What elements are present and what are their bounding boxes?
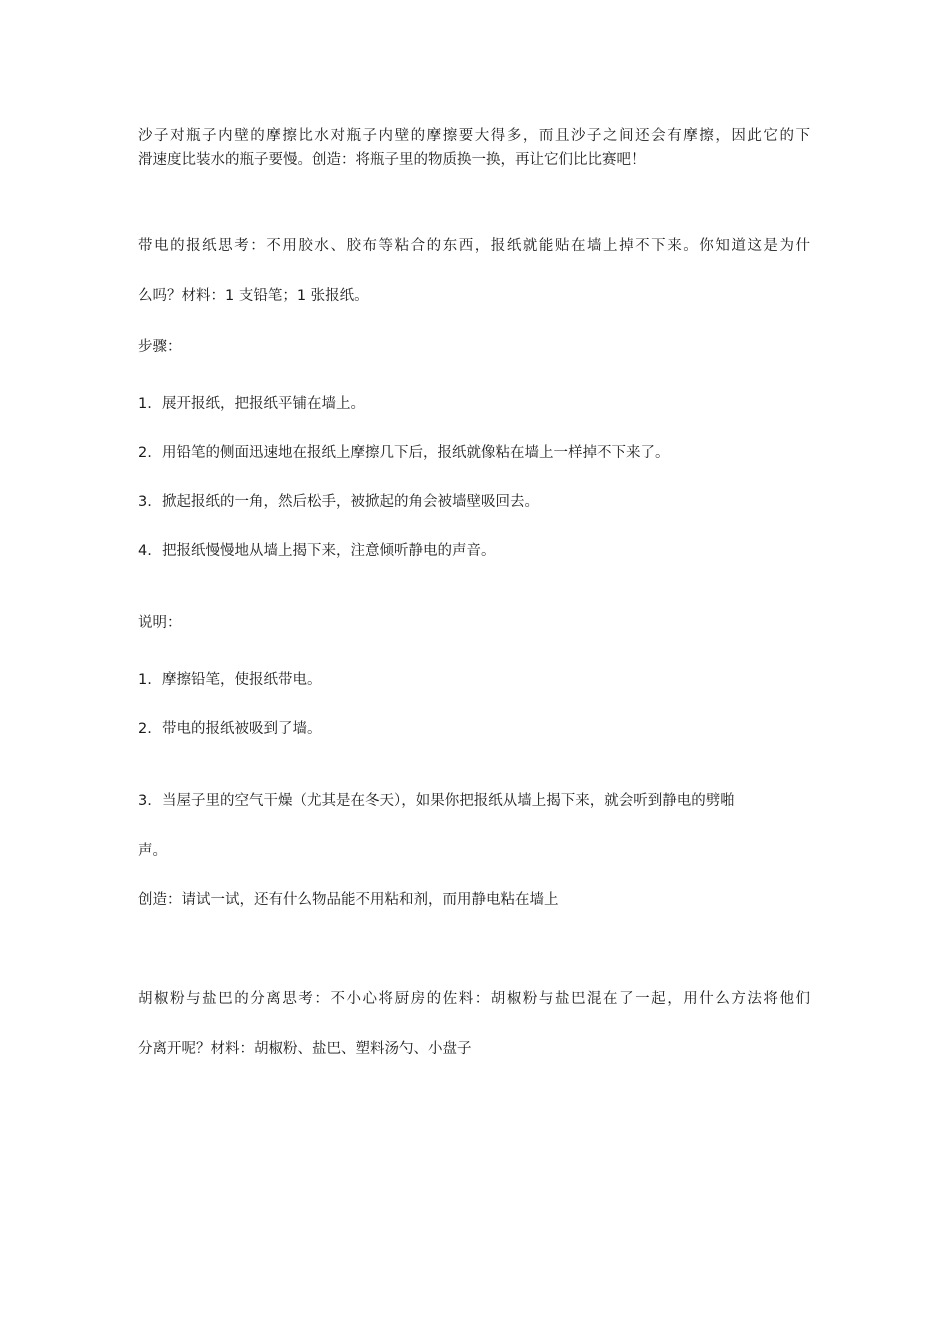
explain-item: [138, 791, 735, 811]
explain-item: [138, 719, 322, 739]
step-text: 用铅笔的侧面迅速地在报纸上摩擦几下后，报纸就像粘在墙上一样掉不下来了。: [162, 445, 670, 461]
paragraph-sand-line-2: 滑速度比装水的瓶子要慢。创造：将瓶子里的物质换一换，再让它们比比赛吧！: [138, 152, 646, 168]
explain-text: 摩擦铅笔，使报纸带电。: [162, 672, 322, 688]
paragraph-sand-line-1: 沙子对瓶子内壁的摩擦比水对瓶子内壁的摩擦要大得多，而且沙子之间还会有摩擦，因此它的下: [138, 128, 810, 144]
explain-heading: 说明：: [138, 615, 182, 631]
explain-item-continuation: 声。: [138, 843, 167, 859]
paragraph-pepper-line-2: 分离开呢？材料：胡椒粉、盐巴、塑料汤勺、小盘子: [138, 1041, 472, 1057]
explain-text: 带电的报纸被吸到了墙。: [162, 721, 322, 737]
step-number: 3.: [138, 494, 152, 510]
explain-number: 2.: [138, 721, 152, 737]
paragraph-newspaper-line-1: 带电的报纸思考：不用胶水、胶布等粘合的东西，报纸就能贴在墙上掉不下来。你知道这是为什: [138, 238, 810, 254]
step-number: 4.: [138, 543, 152, 559]
step-item: [138, 443, 670, 463]
step-item: [138, 541, 496, 561]
explain-number: 1.: [138, 672, 152, 688]
explain-item: [138, 670, 322, 690]
explain-text: 当屋子里的空气干燥（尤其是在冬天），如果你把报纸从墙上揭下来，就会听到静电的劈啪: [162, 793, 735, 809]
step-number: 2.: [138, 445, 152, 461]
step-number: 1.: [138, 396, 152, 412]
paragraph-newspaper-line-2: 么吗？材料：1 支铅笔；1 张报纸。: [138, 288, 369, 304]
step-item: [138, 394, 365, 414]
step-text: 掀起报纸的一角，然后松手，被掀起的角会被墙壁吸回去。: [162, 494, 539, 510]
step-text: 把报纸慢慢地从墙上揭下来，注意倾听静电的声音。: [162, 543, 496, 559]
create-line: 创造：请试一试，还有什么物品能不用粘和剂，而用静电粘在墙上: [138, 892, 559, 908]
paragraph-pepper-line-1: 胡椒粉与盐巴的分离思考：不小心将厨房的佐料：胡椒粉与盐巴混在了一起，用什么方法将他们: [138, 991, 810, 1007]
step-text: 展开报纸，把报纸平铺在墙上。: [162, 396, 365, 412]
step-item: [138, 492, 539, 512]
steps-heading: 步骤：: [138, 339, 182, 355]
explain-number: 3.: [138, 793, 152, 809]
